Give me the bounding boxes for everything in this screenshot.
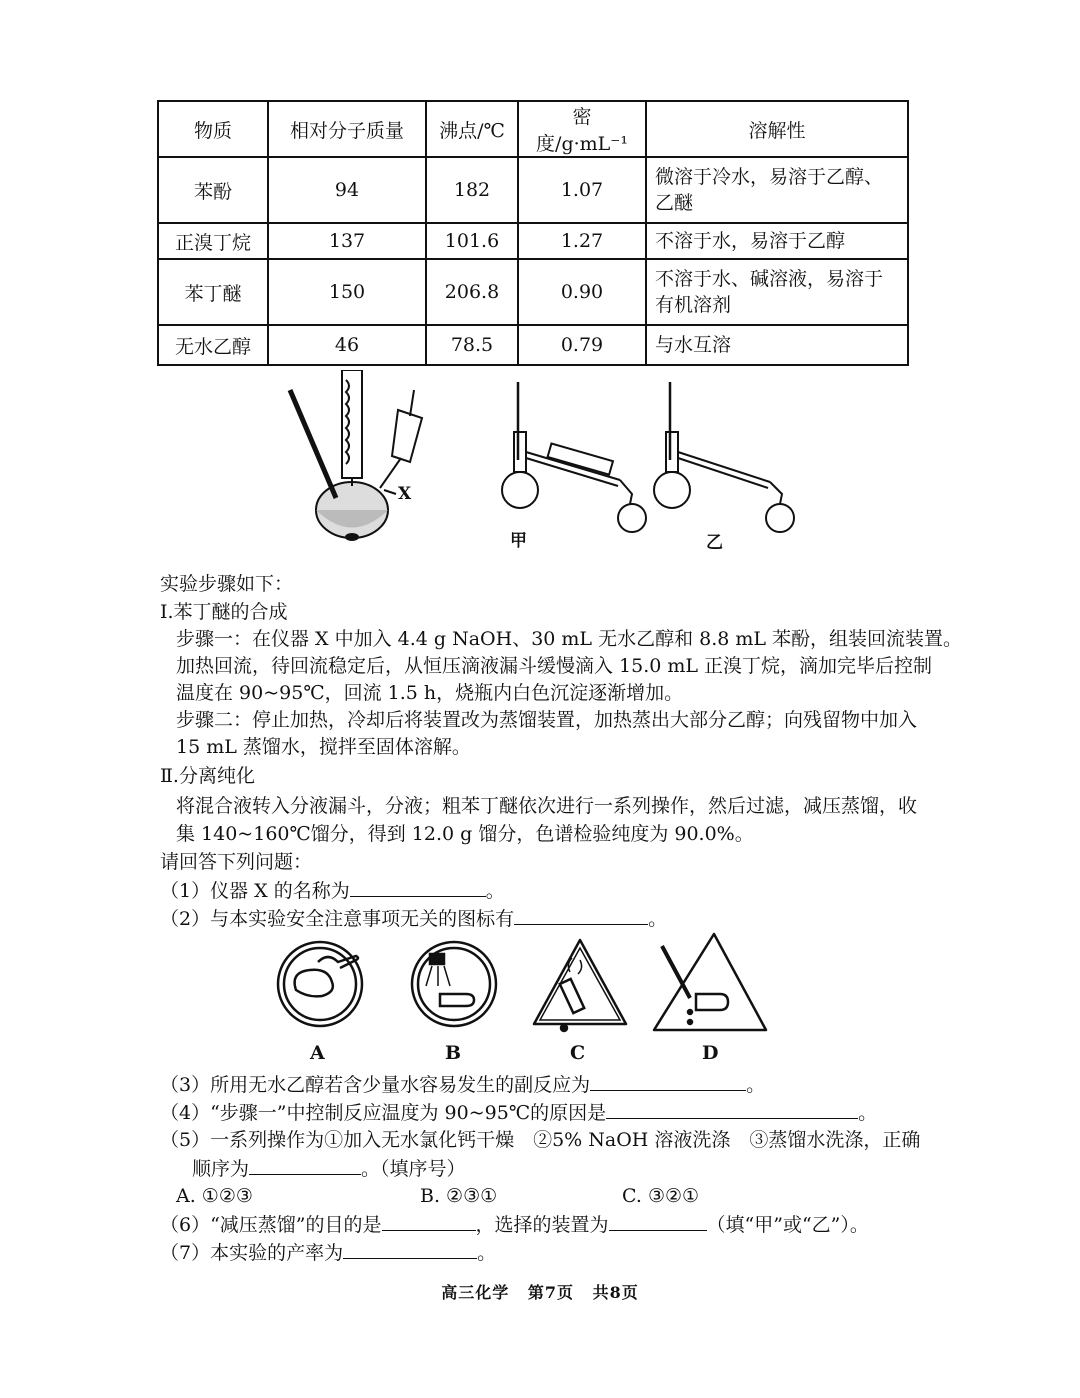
- label-jia: 甲: [510, 531, 527, 551]
- answer-blank[interactable]: [514, 904, 648, 925]
- table-header-row: [158, 101, 908, 157]
- table-header: 沸点/℃: [426, 101, 518, 157]
- question-text: 顺序为: [192, 1158, 250, 1180]
- distillation-apparatus-jia: [502, 382, 646, 532]
- question-text: （填“甲”或“乙”）。: [706, 1214, 869, 1236]
- question-5-options: [176, 1182, 699, 1210]
- option-a[interactable]: A. ①②③: [176, 1185, 253, 1207]
- footer-page: 第7页: [527, 1283, 574, 1302]
- period: 。: [858, 1102, 878, 1124]
- question-text: （3）所用无水乙醇若含少量水容易发生的副反应为: [160, 1074, 591, 1096]
- table-header: 密度/g·mL⁻¹: [518, 101, 646, 157]
- question-5-answer: [192, 1154, 466, 1183]
- distillation-apparatus-yi: [654, 382, 794, 532]
- question-2: [160, 904, 667, 933]
- table-cell: 不溶于水、碱溶液，易溶于有机溶剂: [646, 259, 908, 325]
- sign-label-d: D: [702, 1042, 719, 1064]
- steps-intro: 实验步骤如下：: [160, 573, 294, 595]
- table-cell: 与水互溶: [646, 325, 908, 365]
- table-cell: 206.8: [426, 259, 518, 325]
- table-row: [158, 157, 908, 223]
- sign-a-icon: [278, 942, 362, 1026]
- question-text: 。（填序号）: [361, 1158, 466, 1180]
- label-x: X: [398, 484, 412, 504]
- part1-title: Ⅰ.苯丁醚的合成: [160, 601, 288, 623]
- footer-total: 共8页: [592, 1283, 639, 1302]
- option-b[interactable]: B. ②③①: [420, 1185, 498, 1207]
- table-cell: 无水乙醇: [158, 325, 268, 365]
- part2-title: Ⅱ.分离纯化: [160, 765, 255, 787]
- properties-table: [157, 100, 909, 366]
- page-footer: [0, 1280, 1080, 1303]
- answer-blank[interactable]: [343, 1238, 477, 1259]
- part2-line: 集 140~160℃馏分，得到 12.0 g 馏分，色谱检验纯度为 90.0%。: [176, 823, 754, 845]
- table-cell: 苯酚: [158, 157, 268, 223]
- sign-label-a: A: [310, 1042, 325, 1064]
- answer-blank[interactable]: [609, 1210, 707, 1231]
- table-cell: 137: [268, 223, 426, 259]
- sign-c-icon: [534, 940, 626, 1031]
- table-cell: 182: [426, 157, 518, 223]
- table-cell: 微溶于冷水，易溶于乙醇、乙醚: [646, 157, 908, 223]
- step1-line: 温度在 90~95℃，回流 1.5 h，烧瓶内白色沉淀逐渐增加。: [176, 682, 684, 704]
- reflux-apparatus: [290, 370, 422, 540]
- table-cell: 1.27: [518, 223, 646, 259]
- period: 。: [746, 1074, 766, 1096]
- answer-blank[interactable]: [606, 1098, 858, 1119]
- table-cell: 101.6: [426, 223, 518, 259]
- apparatus-figure: [280, 370, 800, 553]
- step2-line: 步骤二：停止加热，冷却后将装置改为蒸馏装置，加热蒸出大部分乙醇；向残留物中加入: [176, 709, 918, 731]
- table-row: [158, 259, 908, 325]
- safety-sign-drawings: [270, 932, 790, 1042]
- question-text: ，选择的装置为: [475, 1214, 609, 1236]
- answer-blank[interactable]: [249, 1154, 361, 1175]
- question-text: （1）仪器 X 的名称为: [160, 880, 350, 902]
- question-1: [160, 876, 505, 905]
- question-5: （5）一系列操作为①加入无水氯化钙干燥 ②5% NaOH 溶液洗涤 ③蒸馏水洗涤，正确: [160, 1129, 921, 1151]
- step1-line: 步骤一：在仪器 X 中加入 4.4 g NaOH、30 mL 无水乙醇和 8.8 mL 苯酚，组装回流装置。: [176, 628, 963, 650]
- option-c[interactable]: C. ③②①: [622, 1185, 700, 1207]
- step2-line: 15 mL 蒸馏水，搅拌至固体溶解。: [176, 736, 471, 758]
- sign-b-icon: [412, 942, 496, 1026]
- table-cell: 150: [268, 259, 426, 325]
- question-text: （2）与本实验安全注意事项无关的图标有: [160, 908, 515, 930]
- step1-line: 加热回流，待回流稳定后，从恒压滴液漏斗缓慢滴入 15.0 mL 正溴丁烷，滴加完毕后控制: [176, 655, 933, 677]
- answer-blank[interactable]: [590, 1070, 746, 1091]
- question-3: [160, 1070, 765, 1099]
- table-cell: 78.5: [426, 325, 518, 365]
- sign-label-c: C: [570, 1042, 586, 1064]
- questions-intro: 请回答下列问题：: [160, 851, 313, 873]
- question-6: [160, 1210, 869, 1239]
- period: 。: [485, 880, 505, 902]
- table-cell: 1.07: [518, 157, 646, 223]
- question-text: （4）“步骤一”中控制反应温度为 90~95℃的原因是: [160, 1102, 607, 1124]
- question-7: [160, 1238, 496, 1267]
- answer-blank[interactable]: [350, 876, 486, 897]
- table-row: [158, 325, 908, 365]
- period: 。: [648, 908, 668, 930]
- table-cell: 46: [268, 325, 426, 365]
- answer-blank[interactable]: [382, 1210, 476, 1231]
- sign-d-icon: [654, 934, 766, 1030]
- table-header: 溶解性: [646, 101, 908, 157]
- table-cell: 不溶于水，易溶于乙醇: [646, 223, 908, 259]
- apparatus-drawing: [280, 370, 800, 550]
- period: 。: [477, 1242, 497, 1264]
- question-4: [160, 1098, 877, 1127]
- question-text: （6）“减压蒸馏”的目的是: [160, 1214, 382, 1236]
- footer-subject: 高三化学: [441, 1283, 510, 1302]
- safety-signs: [270, 932, 790, 1068]
- table-row: [158, 223, 908, 259]
- table-cell: 正溴丁烷: [158, 223, 268, 259]
- table-cell: 0.79: [518, 325, 646, 365]
- label-yi: 乙: [706, 533, 723, 553]
- question-text: （7）本实验的产率为: [160, 1242, 344, 1264]
- table-cell: 苯丁醚: [158, 259, 268, 325]
- table-header: 相对分子质量: [268, 101, 426, 157]
- table-cell: 0.90: [518, 259, 646, 325]
- table-header: 物质: [158, 101, 268, 157]
- table-cell: 94: [268, 157, 426, 223]
- sign-label-b: B: [445, 1042, 462, 1064]
- part2-line: 将混合液转入分液漏斗，分液；粗苯丁醚依次进行一系列操作，然后过滤，减压蒸馏，收: [176, 795, 918, 817]
